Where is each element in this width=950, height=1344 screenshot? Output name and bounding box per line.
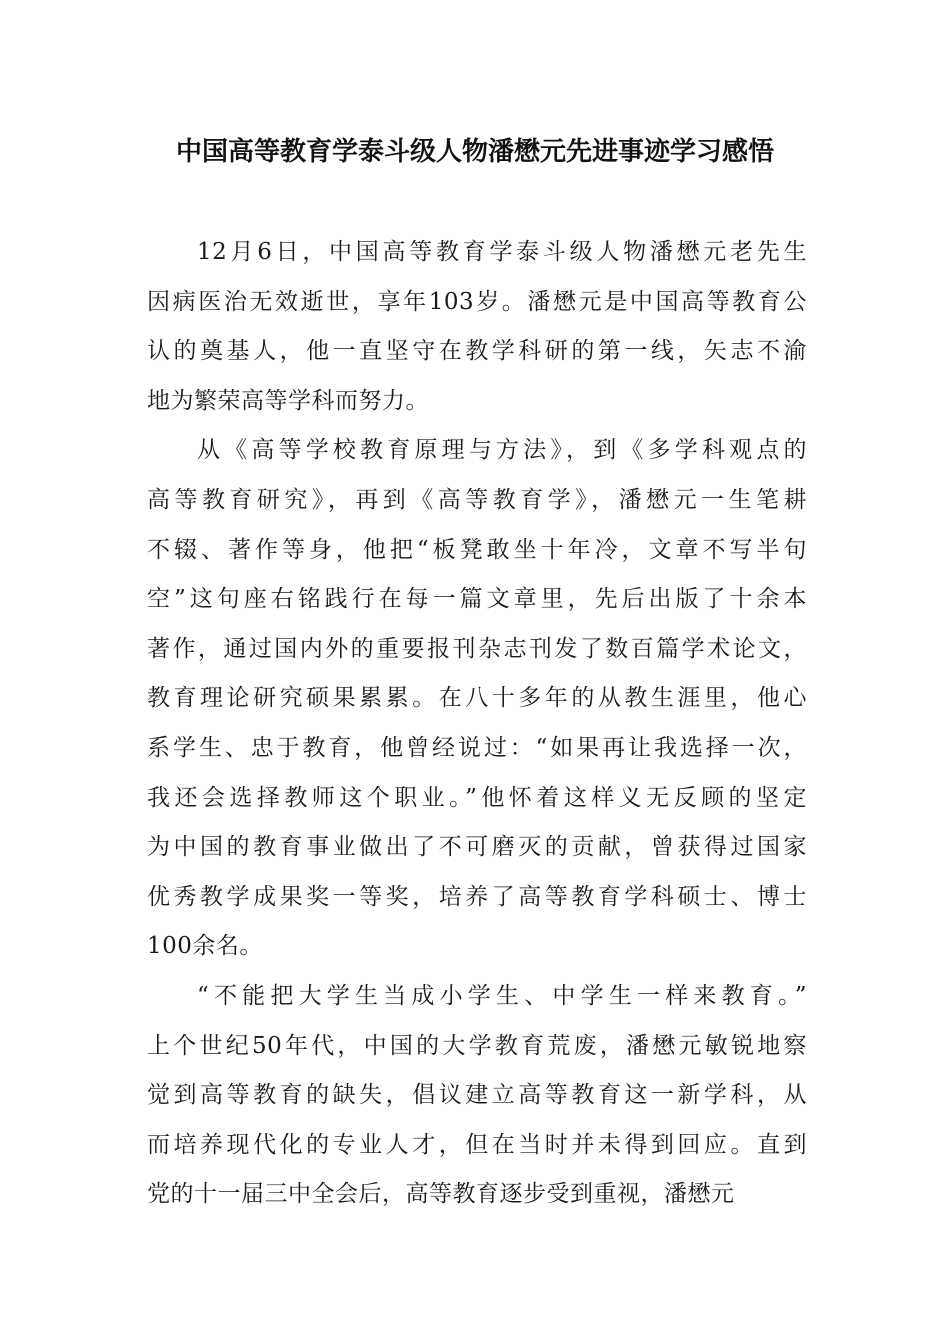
- paragraph-line: 空”这句座右铭践行在每一篇文章里，先后出版了十余本: [147, 586, 807, 613]
- paragraph-line: 我还会选择教师这个职业。”他怀着这样义无反顾的坚定: [147, 784, 807, 811]
- paragraph-line: 12月6日，中国高等教育学泰斗级人物潘懋元老先生: [197, 239, 807, 265]
- paragraph: [147, 972, 807, 1220]
- document-body: [147, 228, 807, 1220]
- paragraph-line: 系学生、忠于教育，他曾经说过：“如果再让我选择一次，: [147, 734, 807, 761]
- paragraph-line: 100余名。: [147, 933, 263, 960]
- paragraph-line: 从《高等学校教育原理与方法》，到《多学科观点的: [197, 437, 807, 464]
- paragraph: [147, 426, 807, 972]
- paragraph-line: 认的奠基人，他一直坚守在教学科研的第一线，矢志不渝: [147, 338, 807, 365]
- paragraph-line: 党的十一届三中全会后，高等教育逐步受到重视，潘懋元: [147, 1181, 735, 1208]
- paragraph-line: 著作，通过国内外的重要报刊杂志刊发了数百篇学术论文，: [147, 635, 807, 662]
- paragraph-line: 为中国的教育事业做出了不可磨灭的贡献，曾获得过国家: [147, 834, 807, 861]
- paragraph-line: “不能把大学生当成小学生、中学生一样来教育。”: [197, 982, 807, 1009]
- paragraph-line: 地为繁荣高等学科而努力。: [147, 387, 429, 414]
- paragraph-line: 上个世纪50年代，中国的大学教育荒废，潘懋元敏锐地察: [147, 1032, 807, 1059]
- paragraph-line: 优秀教学成果奖一等奖，培养了高等教育学科硕士、博士: [147, 883, 807, 910]
- paragraph-line: 而培养现代化的专业人才，但在当时并未得到回应。直到: [147, 1131, 807, 1158]
- paragraph-line: 教育理论研究硕果累累。在八十多年的从教生涯里，他心: [147, 685, 807, 712]
- paragraph-line: 因病医治无效逝世，享年103岁。潘懋元是中国高等教育公: [147, 288, 807, 315]
- document-title: 中国高等教育学泰斗级人物潘懋元先进事迹学习感悟: [175, 137, 774, 167]
- paragraph-line: 觉到高等教育的缺失，倡议建立高等教育这一新学科，从: [147, 1082, 807, 1109]
- paragraph-line: 不辍、著作等身，他把“板凳敢坐十年冷，文章不写半句: [147, 536, 807, 563]
- paragraph: [147, 228, 807, 426]
- paragraph-line: 高等教育研究》，再到《高等教育学》，潘懋元一生笔耕: [147, 486, 807, 513]
